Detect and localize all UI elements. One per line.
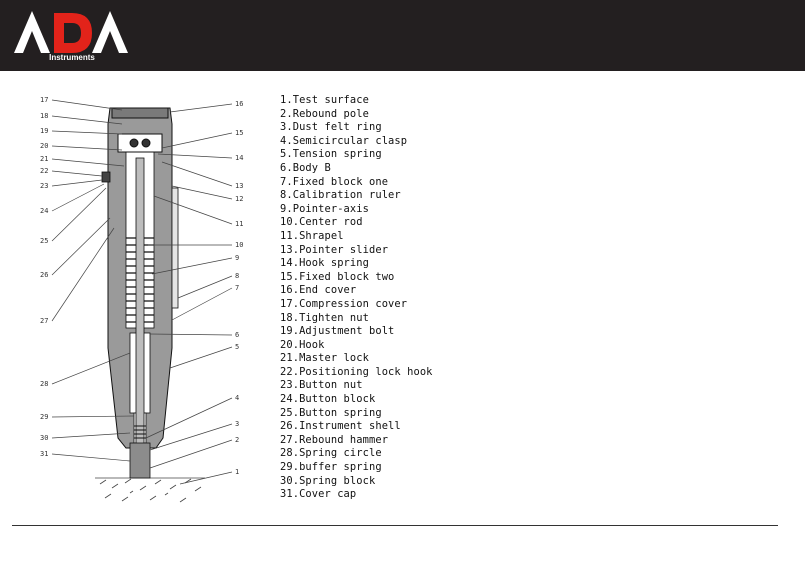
logo-subtitle: Instruments bbox=[49, 53, 95, 62]
callout-22: 22 bbox=[40, 167, 49, 175]
callout-8: 8 bbox=[235, 272, 240, 280]
callout-23: 23 bbox=[40, 182, 49, 190]
part-item: 16.End cover bbox=[280, 284, 357, 297]
callout-18: 18 bbox=[40, 112, 49, 120]
callout-3: 3 bbox=[235, 420, 240, 428]
part-item: 31.Cover cap bbox=[280, 488, 357, 501]
callout-13: 13 bbox=[235, 182, 244, 190]
part-item: 14.Hook spring bbox=[280, 257, 369, 270]
callout-17: 17 bbox=[40, 96, 49, 104]
part-item: 20.Hook bbox=[280, 338, 325, 351]
part-item: 4.Semicircular clasp bbox=[280, 134, 408, 147]
callout-9: 9 bbox=[235, 254, 240, 262]
part-item: 5.Tension spring bbox=[280, 148, 382, 161]
ada-logo-mark bbox=[12, 7, 132, 55]
diagram-svg bbox=[30, 88, 275, 520]
footer-divider bbox=[12, 525, 778, 526]
part-item: 25.Button spring bbox=[280, 406, 382, 419]
callout-14: 14 bbox=[235, 154, 244, 162]
callout-29: 29 bbox=[40, 413, 49, 421]
part-item: 29.buffer spring bbox=[280, 461, 382, 474]
callout-24: 24 bbox=[40, 207, 49, 215]
part-item: 11.Shrapel bbox=[280, 229, 344, 242]
callout-16: 16 bbox=[235, 100, 244, 108]
hammer-cross-section-diagram bbox=[30, 88, 275, 520]
callout-15: 15 bbox=[235, 129, 244, 137]
part-item: 26.Instrument shell bbox=[280, 420, 401, 433]
part-item: 17.Compression cover bbox=[280, 297, 408, 310]
callout-26: 26 bbox=[40, 271, 49, 279]
part-item: 9.Pointer-axis bbox=[280, 202, 369, 215]
callout-20: 20 bbox=[40, 142, 49, 150]
part-item: 28.Spring circle bbox=[280, 447, 382, 460]
callout-25: 25 bbox=[40, 237, 49, 245]
callout-30: 30 bbox=[40, 434, 49, 442]
part-item: 1.Test surface bbox=[280, 94, 369, 106]
button-block bbox=[102, 172, 110, 182]
part-item: 13.Pointer slider bbox=[280, 243, 389, 256]
part-item: 2.Rebound pole bbox=[280, 107, 369, 120]
part-item: 27.Rebound hammer bbox=[280, 433, 389, 446]
part-item: 18.Tighten nut bbox=[280, 311, 369, 324]
callout-12: 12 bbox=[235, 195, 244, 203]
part-item: 15.Fixed block two bbox=[280, 270, 395, 283]
parts-list bbox=[280, 94, 433, 502]
part-item: 19.Adjustment bolt bbox=[280, 325, 395, 338]
callout-5: 5 bbox=[235, 343, 240, 351]
part-item: 24.Button block bbox=[280, 393, 376, 406]
callout-27: 27 bbox=[40, 317, 49, 325]
callout-11: 11 bbox=[235, 220, 244, 228]
callout-31: 31 bbox=[40, 450, 49, 458]
part-item: 22.Positioning lock hook bbox=[280, 365, 433, 378]
header-bar bbox=[0, 0, 805, 71]
callout-7: 7 bbox=[235, 284, 240, 292]
part-item: 7.Fixed block one bbox=[280, 175, 389, 188]
callout-2: 2 bbox=[235, 436, 240, 444]
callout-6: 6 bbox=[235, 331, 240, 339]
calibration-ruler bbox=[172, 188, 178, 308]
callout-1: 1 bbox=[235, 468, 240, 476]
part-item: 23.Button nut bbox=[280, 379, 363, 392]
callout-4: 4 bbox=[235, 394, 240, 402]
part-item: 30.Spring block bbox=[280, 474, 376, 487]
part-item: 3.Dust felt ring bbox=[280, 121, 382, 134]
part-item: 6.Body B bbox=[280, 161, 331, 174]
part-item: 10.Center rod bbox=[280, 216, 363, 229]
ada-logo bbox=[12, 7, 132, 65]
callout-19: 19 bbox=[40, 127, 49, 135]
callout-21: 21 bbox=[40, 155, 49, 163]
test-surface bbox=[95, 478, 205, 502]
part-item: 21.Master lock bbox=[280, 352, 369, 365]
callout-28: 28 bbox=[40, 380, 49, 388]
part-item: 8.Calibration ruler bbox=[280, 189, 401, 202]
callout-10: 10 bbox=[235, 241, 244, 249]
